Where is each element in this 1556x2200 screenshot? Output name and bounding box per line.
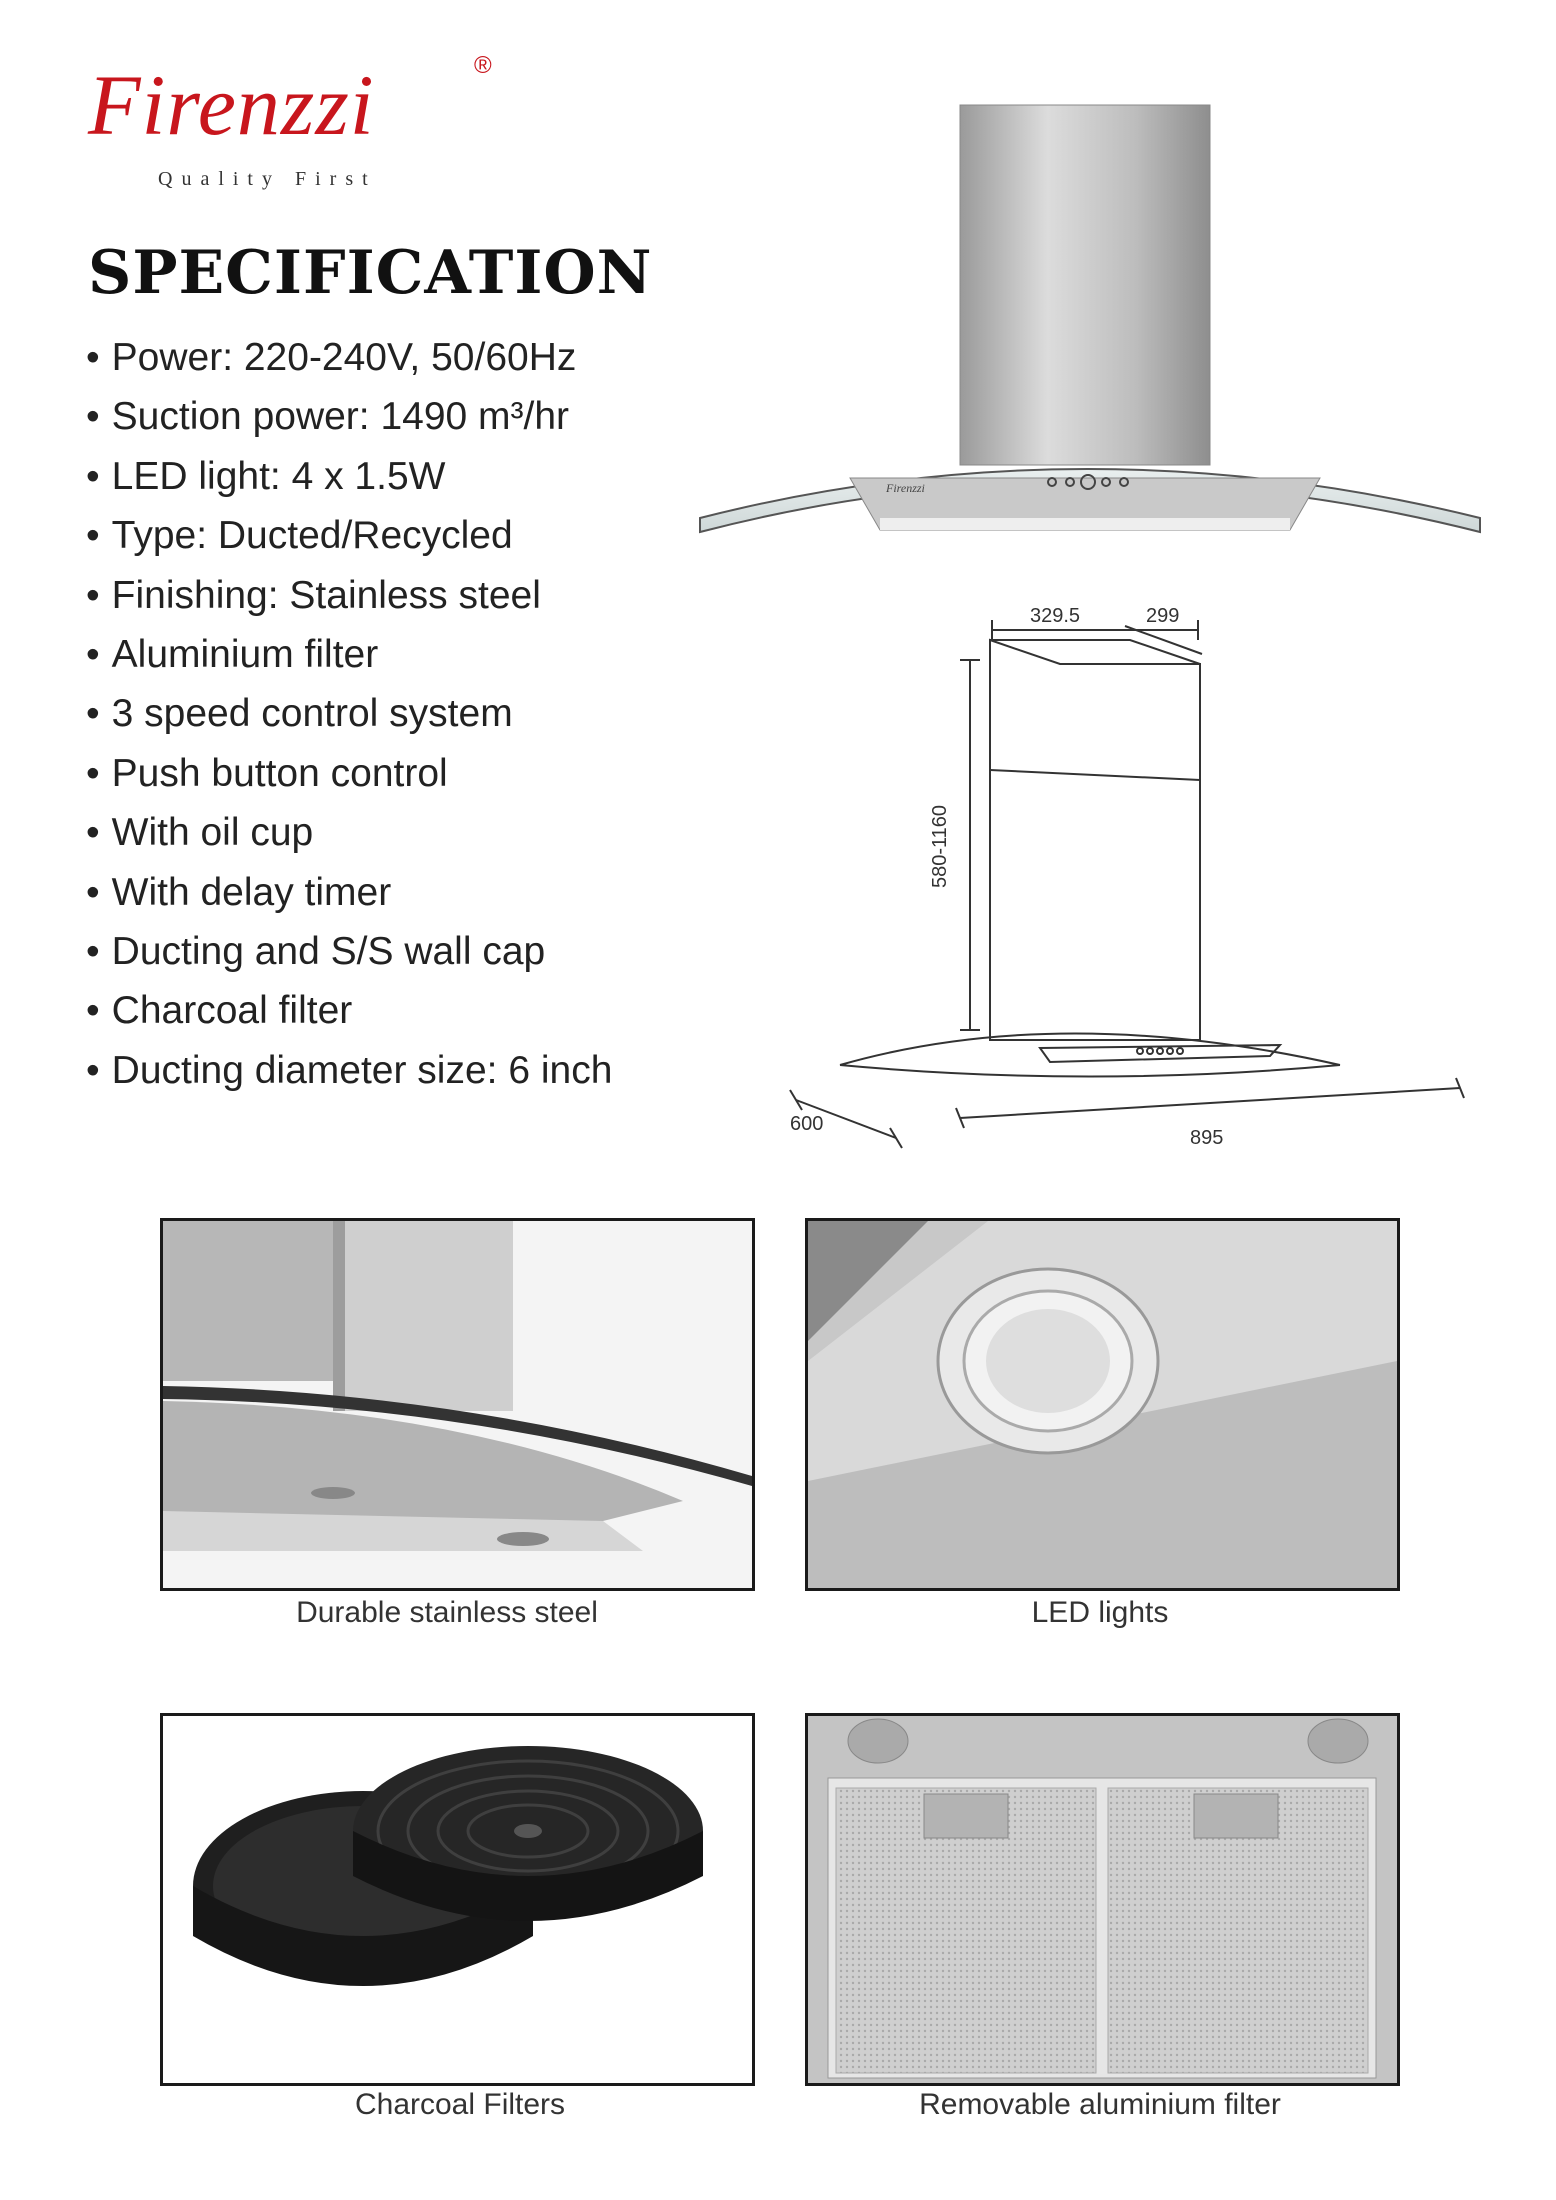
caption-led-lights: LED lights — [1031, 1596, 1169, 1629]
registered-mark: ® — [474, 52, 492, 79]
aluminium-filter-photo — [805, 1713, 1400, 2086]
stainless-steel-photo — [160, 1218, 755, 1591]
spec-item-charcoal: • Charcoal filter — [86, 981, 612, 1040]
spec-item-wall-cap: • Ducting and S/S wall cap — [86, 922, 612, 981]
spec-item-control: • Push button control — [86, 744, 612, 803]
range-hood-product-image — [690, 100, 1490, 550]
spec-item-oil-cup: • With oil cup — [86, 803, 612, 862]
dimension-chimney-depth: 299 — [1146, 605, 1180, 627]
dimension-height: 580-1160 — [929, 804, 951, 888]
dimension-diagram — [760, 590, 1480, 1170]
brand-tagline: Quality First — [158, 168, 377, 190]
caption-stainless-steel: Durable stainless steel — [296, 1596, 598, 1629]
spec-item-ducting: • Ducting diameter size: 6 inch — [86, 1041, 612, 1100]
caption-charcoal-filters: Charcoal Filters — [354, 2088, 566, 2121]
dimension-chimney-width: 329.5 — [1030, 605, 1081, 627]
led-lights-photo — [805, 1218, 1400, 1591]
hood-brand-label: Firenzzi — [886, 481, 925, 495]
spec-item-timer: • With delay timer — [86, 863, 612, 922]
spec-list — [86, 328, 612, 1100]
specification-title: SPECIFICATION — [88, 238, 653, 308]
brand-logo: Firenzzi — [88, 57, 375, 153]
spec-item-suction: • Suction power: 1490 m³/hr — [86, 387, 612, 446]
spec-item-filter: • Aluminium filter — [86, 625, 612, 684]
spec-item-type: • Type: Ducted/Recycled — [86, 506, 612, 565]
spec-item-power: • Power: 220-240V, 50/60Hz — [86, 328, 612, 387]
spec-item-led: • LED light: 4 x 1.5W — [86, 447, 612, 506]
spec-item-finishing: • Finishing: Stainless steel — [86, 566, 612, 625]
spec-item-speed: • 3 speed control system — [86, 684, 612, 743]
charcoal-filters-photo — [160, 1713, 755, 2086]
dimension-depth: 600 — [790, 1113, 824, 1135]
caption-aluminium-filter: Removable aluminium filter — [919, 2088, 1281, 2121]
dimension-width: 895 — [1190, 1127, 1224, 1149]
